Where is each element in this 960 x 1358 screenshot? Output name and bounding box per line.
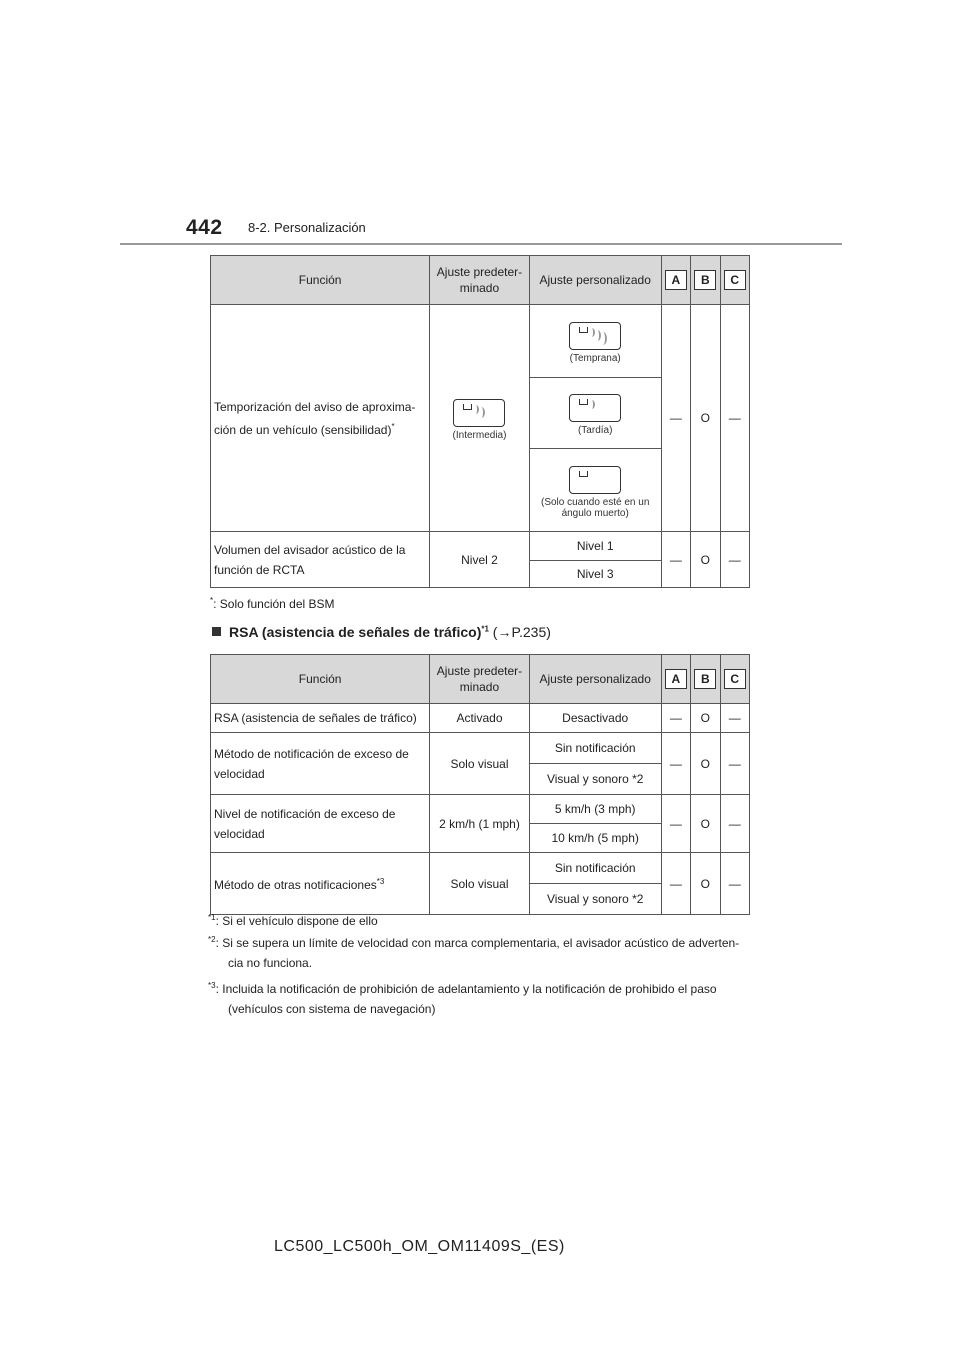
option-cell: Desactivado bbox=[529, 704, 661, 733]
bsm-sensitivity-icon bbox=[569, 322, 621, 350]
function-cell: Método de otras notificaciones$^{*3}$ bbox=[211, 853, 430, 915]
col-b: B bbox=[691, 655, 720, 704]
table-row bbox=[211, 795, 750, 824]
table-row bbox=[211, 305, 750, 378]
section-title: 8-2. Personalización bbox=[248, 220, 366, 235]
option-cell: (Solo cuando esté en un ángulo muerto) bbox=[529, 449, 661, 532]
cell-c: — bbox=[720, 704, 749, 733]
col-a: A bbox=[661, 655, 690, 704]
cell-c: — bbox=[720, 532, 749, 588]
footnote-1: $^{*1}$: Si el vehículo dispone de ello bbox=[208, 913, 378, 928]
settings-table-1 bbox=[210, 255, 750, 588]
document-id: LC500_LC500h_OM_OM11409S_(ES) bbox=[274, 1238, 565, 1255]
option-cell: Visual y sonoro *2 bbox=[529, 884, 661, 915]
table-header-row bbox=[211, 655, 750, 704]
cell-c: — bbox=[720, 305, 749, 532]
function-cell: Volumen del avisador acústico de la función de RCTA bbox=[211, 532, 430, 588]
option-cell: 10 km/h (5 mph) bbox=[529, 824, 661, 853]
col-c: C bbox=[720, 655, 749, 704]
option-cell: Nivel 1 bbox=[529, 532, 661, 561]
option-cell: 5 km/h (3 mph) bbox=[529, 795, 661, 824]
default-cell: (Intermedia) bbox=[430, 305, 529, 532]
cell-b: O bbox=[691, 795, 720, 853]
footnote-3: $^{*3}$: Incluida la notificación de prohibición de adelantamiento y la notificación de prohibido el paso (vehículos con sistema de navegación) bbox=[208, 981, 717, 1016]
col-function: Función bbox=[211, 256, 430, 305]
table-note: *: Solo función del BSM bbox=[210, 596, 335, 611]
table-header-row bbox=[211, 256, 750, 305]
bsm-sensitivity-icon bbox=[453, 399, 505, 427]
cell-b: O bbox=[691, 704, 720, 733]
cell-b: O bbox=[691, 305, 720, 532]
table-row bbox=[211, 853, 750, 884]
cell-a: — bbox=[661, 733, 690, 795]
option-cell: Nivel 3 bbox=[529, 561, 661, 588]
table-row bbox=[211, 532, 750, 561]
cell-b: O bbox=[691, 853, 720, 915]
col-custom: Ajuste personalizado bbox=[529, 655, 661, 704]
default-cell: Nivel 2 bbox=[430, 532, 529, 588]
default-cell: Solo visual bbox=[430, 733, 529, 795]
bsm-sensitivity-icon bbox=[569, 394, 621, 422]
function-cell: Temporización del aviso de aproxima-ción de un vehículo (sensibilidad)* bbox=[211, 305, 430, 532]
col-function: Función bbox=[211, 655, 430, 704]
cell-a: — bbox=[661, 704, 690, 733]
cell-a: — bbox=[661, 532, 690, 588]
default-cell: Solo visual bbox=[430, 853, 529, 915]
option-cell: (Tardía) bbox=[529, 378, 661, 449]
option-cell: Sin notificación bbox=[529, 733, 661, 764]
table-row bbox=[211, 733, 750, 764]
col-b: B bbox=[691, 256, 720, 305]
cell-a: — bbox=[661, 853, 690, 915]
cell-c: — bbox=[720, 853, 749, 915]
col-default: Ajuste predeter-minado bbox=[430, 655, 529, 704]
col-a: A bbox=[661, 256, 690, 305]
settings-table-2 bbox=[210, 654, 750, 915]
col-custom: Ajuste personalizado bbox=[529, 256, 661, 305]
function-cell: RSA (asistencia de señales de tráfico) bbox=[211, 704, 430, 733]
cell-b: O bbox=[691, 532, 720, 588]
subheading: RSA (asistencia de señales de tráfico)$^{*1}$ (→P.235) bbox=[212, 624, 551, 640]
option-cell: Sin notificación bbox=[529, 853, 661, 884]
col-default: Ajuste predeter-minado bbox=[430, 256, 529, 305]
function-cell: Nivel de notificación de exceso de velocidad bbox=[211, 795, 430, 853]
default-cell: 2 km/h (1 mph) bbox=[430, 795, 529, 853]
cell-a: — bbox=[661, 795, 690, 853]
default-cell: Activado bbox=[430, 704, 529, 733]
option-cell: Visual y sonoro *2 bbox=[529, 764, 661, 795]
bullet-square-icon bbox=[212, 627, 221, 636]
col-c: C bbox=[720, 256, 749, 305]
footnote-2: $^{*2}$: Si se supera un límite de velocidad con marca complementaria, el avisador acústico de adverten- cia no funciona. bbox=[208, 935, 740, 970]
cell-c: — bbox=[720, 733, 749, 795]
option-cell: (Temprana) bbox=[529, 305, 661, 378]
bsm-sensitivity-icon bbox=[569, 466, 621, 494]
cell-a: — bbox=[661, 305, 690, 532]
cell-b: O bbox=[691, 733, 720, 795]
cell-c: — bbox=[720, 795, 749, 853]
function-cell: Método de notificación de exceso de velocidad bbox=[211, 733, 430, 795]
page-number: 442 bbox=[186, 216, 223, 239]
header-rule bbox=[120, 243, 842, 245]
table-row bbox=[211, 704, 750, 733]
